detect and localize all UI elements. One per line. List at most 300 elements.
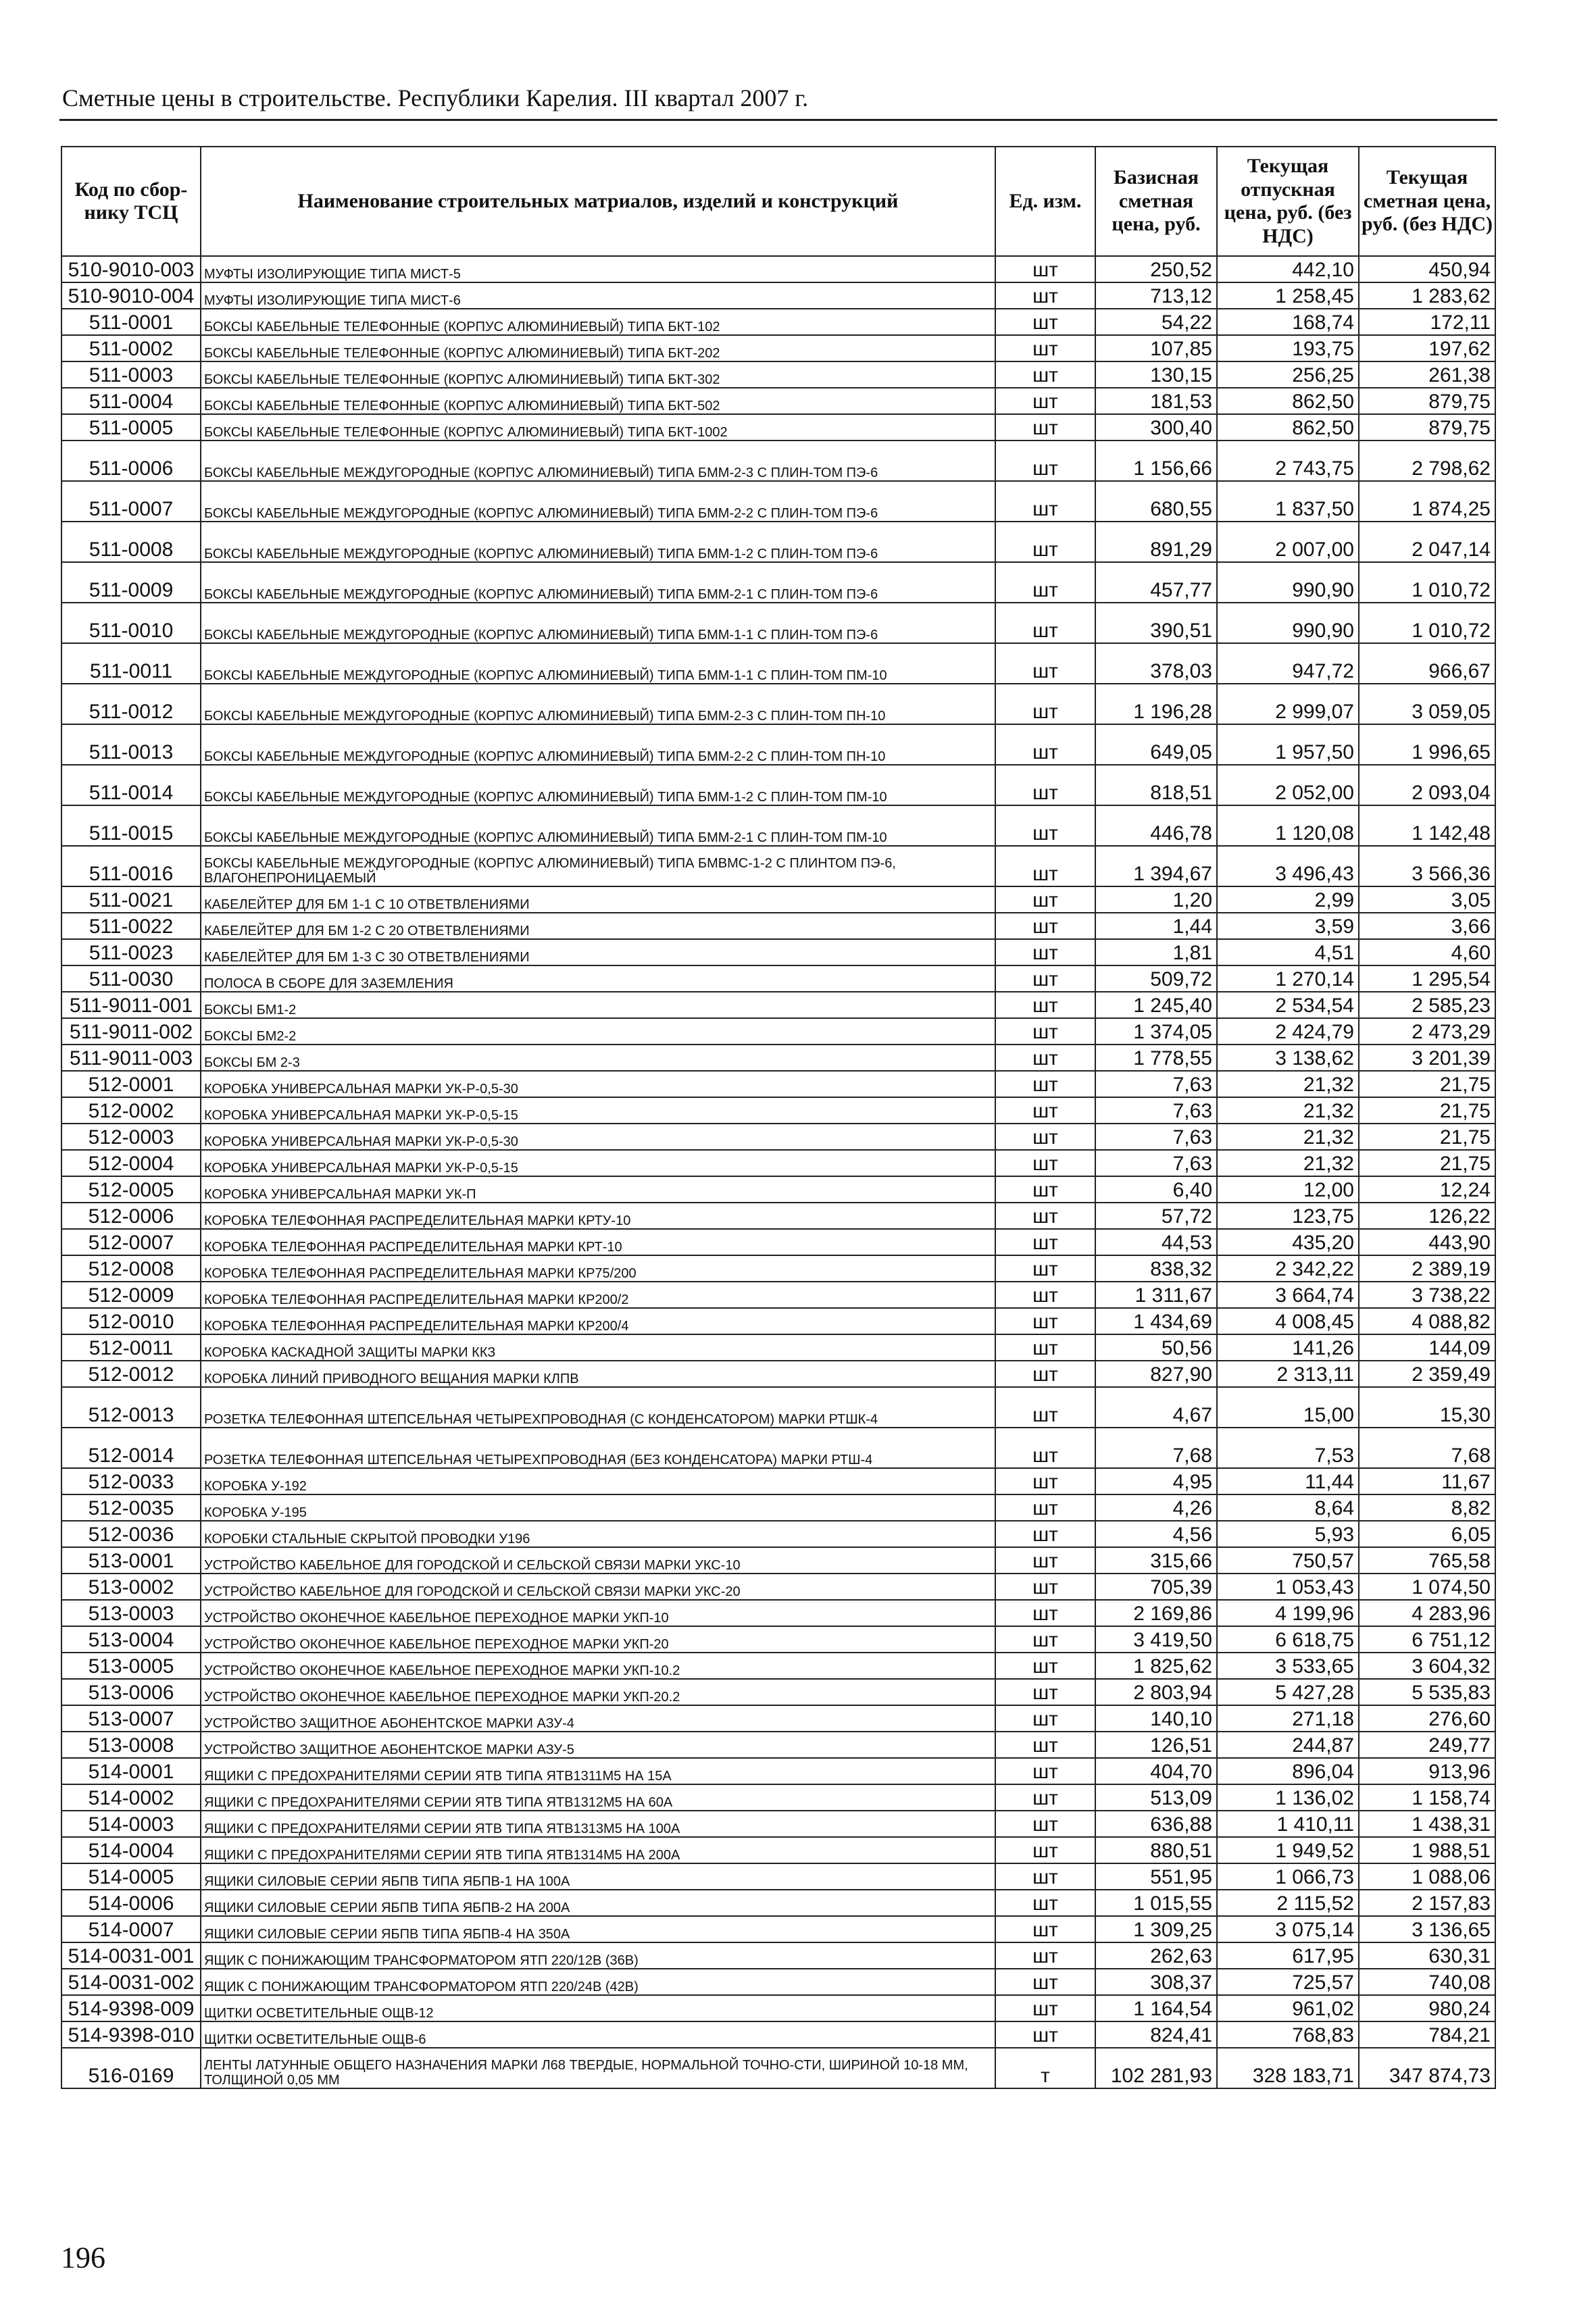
table-row [61, 562, 1495, 603]
item-name: КОРОБКА УНИВЕРСАЛЬНАЯ МАРКИ УК-П [201, 1176, 995, 1203]
item-code: 512-0001 [61, 1071, 201, 1097]
current-release-price: 4,51 [1217, 939, 1359, 965]
table-row [61, 1124, 1495, 1150]
item-name: УСТРОЙСТВО КАБЕЛЬНОЕ ДЛЯ ГОРОДСКОЙ И СЕЛЬСКОЙ СВЯЗИ МАРКИ УКС-20 [201, 1574, 995, 1600]
item-unit: шт [995, 1679, 1095, 1705]
table-row [61, 643, 1495, 684]
base-price: 4,95 [1095, 1468, 1217, 1494]
item-code: 514-9398-009 [61, 1995, 201, 2021]
item-code: 512-0012 [61, 1361, 201, 1387]
column-header-name: Наименование строительных матриалов, изделий и конструкций [201, 147, 995, 256]
current-release-price: 12,00 [1217, 1176, 1359, 1203]
current-release-price: 961,02 [1217, 1995, 1359, 2021]
base-price: 181,53 [1095, 388, 1217, 414]
current-estimate-price: 450,94 [1359, 256, 1495, 282]
current-release-price: 2 534,54 [1217, 992, 1359, 1018]
current-estimate-price: 249,77 [1359, 1732, 1495, 1758]
item-unit: шт [995, 1229, 1095, 1255]
item-code: 514-0001 [61, 1758, 201, 1784]
base-price: 126,51 [1095, 1732, 1217, 1758]
current-estimate-price: 347 874,73 [1359, 2048, 1495, 2088]
item-unit: шт [995, 562, 1095, 603]
base-price: 551,95 [1095, 1863, 1217, 1890]
table-row [61, 1679, 1495, 1705]
item-name: УСТРОЙСТВО ОКОНЕЧНОЕ КАБЕЛЬНОЕ ПЕРЕХОДНОЕ МАРКИ УКП-20 [201, 1626, 995, 1653]
table-row [61, 939, 1495, 965]
current-release-price: 947,72 [1217, 643, 1359, 684]
current-estimate-price: 144,09 [1359, 1334, 1495, 1361]
base-price: 1 196,28 [1095, 684, 1217, 724]
item-code: 513-0001 [61, 1547, 201, 1574]
table-row [61, 256, 1495, 282]
current-release-price: 990,90 [1217, 603, 1359, 643]
current-release-price: 1 270,14 [1217, 965, 1359, 992]
current-release-price: 768,83 [1217, 2021, 1359, 2048]
item-name: МУФТЫ ИЗОЛИРУЮЩИЕ ТИПА МИСТ-6 [201, 282, 995, 309]
base-price: 1,44 [1095, 913, 1217, 939]
table-row [61, 1705, 1495, 1732]
base-price: 818,51 [1095, 765, 1217, 805]
current-estimate-price: 3,66 [1359, 913, 1495, 939]
base-price: 713,12 [1095, 282, 1217, 309]
item-unit: шт [995, 1890, 1095, 1916]
base-price: 1 164,54 [1095, 1995, 1217, 2021]
table-row [61, 309, 1495, 335]
current-release-price: 3,59 [1217, 913, 1359, 939]
item-code: 513-0008 [61, 1732, 201, 1758]
item-name: ЯЩИКИ С ПРЕДОХРАНИТЕЛЯМИ СЕРИИ ЯТВ ТИПА ЯТВ1314М5 НА 200А [201, 1837, 995, 1863]
current-release-price: 21,32 [1217, 1124, 1359, 1150]
item-name: ЩИТКИ ОСВЕТИТЕЛЬНЫЕ ОЩВ-12 [201, 1995, 995, 2021]
table-row [61, 361, 1495, 388]
item-name: РОЗЕТКА ТЕЛЕФОННАЯ ШТЕПСЕЛЬНАЯ ЧЕТЫРЕХПРОВОДНАЯ (С КОНДЕНСАТОРОМ) МАРКИ РТШК-4 [201, 1387, 995, 1428]
item-name: УСТРОЙСТВО ЗАЩИТНОЕ АБОНЕНТСКОЕ МАРКИ АЗУ-5 [201, 1732, 995, 1758]
item-name: КОРОБКА ТЕЛЕФОННАЯ РАСПРЕДЕЛИТЕЛЬНАЯ МАРКИ КР200/2 [201, 1282, 995, 1308]
item-unit: шт [995, 913, 1095, 939]
base-price: 44,53 [1095, 1229, 1217, 1255]
item-name: БОКСЫ БМ2-2 [201, 1018, 995, 1045]
current-release-price: 1 053,43 [1217, 1574, 1359, 1600]
item-unit: шт [995, 1045, 1095, 1071]
base-price: 7,63 [1095, 1124, 1217, 1150]
item-code: 512-0036 [61, 1521, 201, 1547]
item-code: 514-0006 [61, 1890, 201, 1916]
table-row [61, 522, 1495, 562]
current-estimate-price: 276,60 [1359, 1705, 1495, 1732]
current-release-price: 11,44 [1217, 1468, 1359, 1494]
item-name: КОРОБКА УНИВЕРСАЛЬНАЯ МАРКИ УК-Р-0,5-30 [201, 1071, 995, 1097]
base-price: 7,63 [1095, 1071, 1217, 1097]
current-estimate-price: 1 010,72 [1359, 562, 1495, 603]
item-unit: шт [995, 886, 1095, 913]
base-price: 1,20 [1095, 886, 1217, 913]
base-price: 4,26 [1095, 1494, 1217, 1521]
current-release-price: 3 664,74 [1217, 1282, 1359, 1308]
item-name: КОРОБКА ЛИНИЙ ПРИВОДНОГО ВЕЩАНИЯ МАРКИ КЛПВ [201, 1361, 995, 1387]
item-name: БОКСЫ КАБЕЛЬНЫЕ МЕЖДУГОРОДНЫЕ (КОРПУС АЛЮМИНИЕВЫЙ) ТИПА БММ-1-1 С ПЛИН-ТОМ ПМ-10 [201, 643, 995, 684]
item-code: 514-9398-010 [61, 2021, 201, 2048]
current-release-price: 15,00 [1217, 1387, 1359, 1428]
table-row [61, 1255, 1495, 1282]
current-release-price: 2 999,07 [1217, 684, 1359, 724]
item-name: ЯЩИКИ СИЛОВЫЕ СЕРИИ ЯБПВ ТИПА ЯБПВ-1 НА 100А [201, 1863, 995, 1890]
current-release-price: 271,18 [1217, 1705, 1359, 1732]
current-estimate-price: 630,31 [1359, 1942, 1495, 1969]
current-release-price: 2 424,79 [1217, 1018, 1359, 1045]
current-release-price: 750,57 [1217, 1547, 1359, 1574]
item-code: 513-0002 [61, 1574, 201, 1600]
item-name: ЯЩИК С ПОНИЖАЮЩИМ ТРАНСФОРМАТОРОМ ЯТП 220/24В (42В) [201, 1969, 995, 1995]
current-estimate-price: 1 088,06 [1359, 1863, 1495, 1890]
item-unit: шт [995, 522, 1095, 562]
base-price: 509,72 [1095, 965, 1217, 992]
item-code: 514-0031-002 [61, 1969, 201, 1995]
item-name: КОРОБКА ТЕЛЕФОННАЯ РАСПРЕДЕЛИТЕЛЬНАЯ МАРКИ КРТ-10 [201, 1229, 995, 1255]
item-name: БОКСЫ КАБЕЛЬНЫЕ МЕЖДУГОРОДНЫЕ (КОРПУС АЛЮМИНИЕВЫЙ) ТИПА БММ-1-1 С ПЛИН-ТОМ ПЭ-6 [201, 603, 995, 643]
table-row [61, 1494, 1495, 1521]
item-unit: шт [995, 724, 1095, 765]
base-price: 1,81 [1095, 939, 1217, 965]
item-unit: шт [995, 603, 1095, 643]
item-code: 512-0010 [61, 1308, 201, 1334]
item-name: МУФТЫ ИЗОЛИРУЮЩИЕ ТИПА МИСТ-5 [201, 256, 995, 282]
current-estimate-price: 11,67 [1359, 1468, 1495, 1494]
base-price: 404,70 [1095, 1758, 1217, 1784]
current-estimate-price: 879,75 [1359, 388, 1495, 414]
item-code: 511-0021 [61, 886, 201, 913]
current-release-price: 862,50 [1217, 388, 1359, 414]
item-code: 512-0009 [61, 1282, 201, 1308]
base-price: 824,41 [1095, 2021, 1217, 2048]
item-name: ЩИТКИ ОСВЕТИТЕЛЬНЫЕ ОЩВ-6 [201, 2021, 995, 2048]
current-release-price: 2 007,00 [1217, 522, 1359, 562]
current-estimate-price: 784,21 [1359, 2021, 1495, 2048]
item-name: БОКСЫ КАБЕЛЬНЫЕ ТЕЛЕФОННЫЕ (КОРПУС АЛЮМИНИЕВЫЙ) ТИПА БКТ-502 [201, 388, 995, 414]
base-price: 1 156,66 [1095, 441, 1217, 481]
current-estimate-price: 2 473,29 [1359, 1018, 1495, 1045]
item-unit: шт [995, 1600, 1095, 1626]
item-name: БОКСЫ КАБЕЛЬНЫЕ ТЕЛЕФОННЫЕ (КОРПУС АЛЮМИНИЕВЫЙ) ТИПА БКТ-202 [201, 335, 995, 361]
item-unit: шт [995, 1468, 1095, 1494]
base-price: 4,56 [1095, 1521, 1217, 1547]
base-price: 7,68 [1095, 1428, 1217, 1468]
current-release-price: 8,64 [1217, 1494, 1359, 1521]
table-row [61, 1574, 1495, 1600]
current-release-price: 1 837,50 [1217, 481, 1359, 522]
table-row [61, 2048, 1495, 2088]
item-name: КАБЕЛЕЙТЕР ДЛЯ БМ 1-2 С 20 ОТВЕТВЛЕНИЯМИ [201, 913, 995, 939]
current-release-price: 990,90 [1217, 562, 1359, 603]
current-estimate-price: 261,38 [1359, 361, 1495, 388]
item-name: БОКСЫ КАБЕЛЬНЫЕ МЕЖДУГОРОДНЫЕ (КОРПУС АЛЮМИНИЕВЫЙ) ТИПА БММ-2-2 С ПЛИН-ТОМ ПЭ-6 [201, 481, 995, 522]
item-unit: шт [995, 282, 1095, 309]
base-price: 2 169,86 [1095, 1600, 1217, 1626]
item-code: 511-0016 [61, 846, 201, 886]
page-header-title: Сметные цены в строительстве. Республики Карелия. III квартал 2007 г. [62, 84, 809, 111]
item-code: 512-0008 [61, 1255, 201, 1282]
item-name: РОЗЕТКА ТЕЛЕФОННАЯ ШТЕПСЕЛЬНАЯ ЧЕТЫРЕХПРОВОДНАЯ (БЕЗ КОНДЕНСАТОРА) МАРКИ РТШ-4 [201, 1428, 995, 1468]
table-row [61, 1811, 1495, 1837]
item-name: ЯЩИКИ СИЛОВЫЕ СЕРИИ ЯБПВ ТИПА ЯБПВ-2 НА 200А [201, 1890, 995, 1916]
table-row [61, 1071, 1495, 1097]
item-name: ЯЩИКИ С ПРЕДОХРАНИТЕЛЯМИ СЕРИИ ЯТВ ТИПА ЯТВ1311М5 НА 15А [201, 1758, 995, 1784]
current-estimate-price: 21,75 [1359, 1071, 1495, 1097]
item-unit: шт [995, 1547, 1095, 1574]
table-row [61, 1229, 1495, 1255]
item-unit: шт [995, 1361, 1095, 1387]
table-row [61, 684, 1495, 724]
table-row [61, 1758, 1495, 1784]
item-code: 512-0002 [61, 1097, 201, 1124]
table-row [61, 1600, 1495, 1626]
current-release-price: 1 957,50 [1217, 724, 1359, 765]
item-name: КОРОБКА УНИВЕРСАЛЬНАЯ МАРКИ УК-Р-0,5-15 [201, 1150, 995, 1176]
current-estimate-price: 3,05 [1359, 886, 1495, 913]
table-row [61, 1863, 1495, 1890]
base-price: 130,15 [1095, 361, 1217, 388]
item-name: ЯЩИКИ СИЛОВЫЕ СЕРИИ ЯБПВ ТИПА ЯБПВ-4 НА 350А [201, 1916, 995, 1942]
item-code: 514-0007 [61, 1916, 201, 1942]
table-row [61, 1308, 1495, 1334]
page-number: 196 [61, 2241, 105, 2274]
item-code: 511-0009 [61, 562, 201, 603]
base-price: 2 803,94 [1095, 1679, 1217, 1705]
column-header-base-price: Базисная сметная цена, руб. [1095, 147, 1217, 256]
item-unit: шт [995, 1521, 1095, 1547]
item-code: 514-0031-001 [61, 1942, 201, 1969]
table-header [61, 147, 1495, 256]
item-unit: шт [995, 481, 1095, 522]
table-row [61, 965, 1495, 992]
item-unit: шт [995, 1018, 1095, 1045]
item-unit: шт [995, 388, 1095, 414]
item-unit: шт [995, 1124, 1095, 1150]
item-code: 511-0002 [61, 335, 201, 361]
current-estimate-price: 740,08 [1359, 1969, 1495, 1995]
item-code: 511-0023 [61, 939, 201, 965]
current-release-price: 3 075,14 [1217, 1916, 1359, 1942]
table-row [61, 1176, 1495, 1203]
current-release-price: 2 342,22 [1217, 1255, 1359, 1282]
current-release-price: 1 136,02 [1217, 1784, 1359, 1811]
item-unit: шт [995, 414, 1095, 441]
table-row [61, 846, 1495, 886]
table-row [61, 1282, 1495, 1308]
current-release-price: 5 427,28 [1217, 1679, 1359, 1705]
item-code: 514-0003 [61, 1811, 201, 1837]
item-name: ЯЩИКИ С ПРЕДОХРАНИТЕЛЯМИ СЕРИИ ЯТВ ТИПА ЯТВ1312М5 НА 60А [201, 1784, 995, 1811]
base-price: 636,88 [1095, 1811, 1217, 1837]
base-price: 513,09 [1095, 1784, 1217, 1811]
table-row [61, 1387, 1495, 1428]
base-price: 838,32 [1095, 1255, 1217, 1282]
item-code: 512-0007 [61, 1229, 201, 1255]
base-price: 880,51 [1095, 1837, 1217, 1863]
item-name: КОРОБКИ СТАЛЬНЫЕ СКРЫТОЙ ПРОВОДКИ У196 [201, 1521, 995, 1547]
current-release-price: 617,95 [1217, 1942, 1359, 1969]
item-name: УСТРОЙСТВО ОКОНЕЧНОЕ КАБЕЛЬНОЕ ПЕРЕХОДНОЕ МАРКИ УКП-10.2 [201, 1653, 995, 1679]
item-name: БОКСЫ КАБЕЛЬНЫЕ МЕЖДУГОРОДНЫЕ (КОРПУС АЛЮМИНИЕВЫЙ) ТИПА БММ-2-1 С ПЛИН-ТОМ ПМ-10 [201, 805, 995, 846]
item-unit: шт [995, 965, 1095, 992]
current-release-price: 256,25 [1217, 361, 1359, 388]
item-code: 512-0003 [61, 1124, 201, 1150]
item-unit: шт [995, 335, 1095, 361]
current-estimate-price: 1 996,65 [1359, 724, 1495, 765]
current-release-price: 244,87 [1217, 1732, 1359, 1758]
current-estimate-price: 966,67 [1359, 643, 1495, 684]
price-table [61, 146, 1496, 2089]
item-unit: шт [995, 1995, 1095, 2021]
table-row [61, 388, 1495, 414]
item-code: 511-0015 [61, 805, 201, 846]
item-name: БОКСЫ КАБЕЛЬНЫЕ ТЕЛЕФОННЫЕ (КОРПУС АЛЮМИНИЕВЫЙ) ТИПА БКТ-102 [201, 309, 995, 335]
current-estimate-price: 3 604,32 [1359, 1653, 1495, 1679]
table-body [61, 256, 1495, 2088]
item-code: 514-0005 [61, 1863, 201, 1890]
item-code: 512-0006 [61, 1203, 201, 1229]
table-row [61, 1626, 1495, 1653]
column-header-code: Код по сбор-нику ТСЦ [61, 147, 201, 256]
item-unit: шт [995, 1428, 1095, 1468]
column-header-current-estimate-price: Текущая сметная цена, руб. (без НДС) [1359, 147, 1495, 256]
item-unit: шт [995, 765, 1095, 805]
current-release-price: 4 199,96 [1217, 1600, 1359, 1626]
current-release-price: 21,32 [1217, 1071, 1359, 1097]
item-code: 512-0005 [61, 1176, 201, 1203]
item-code: 511-0003 [61, 361, 201, 388]
base-price: 1 778,55 [1095, 1045, 1217, 1071]
current-release-price: 442,10 [1217, 256, 1359, 282]
item-unit: шт [995, 1811, 1095, 1837]
item-name: ЯЩИКИ С ПРЕДОХРАНИТЕЛЯМИ СЕРИИ ЯТВ ТИПА ЯТВ1313М5 НА 100А [201, 1811, 995, 1837]
table-row [61, 414, 1495, 441]
item-name: КОРОБКА ТЕЛЕФОННАЯ РАСПРЕДЕЛИТЕЛЬНАЯ МАРКИ КР200/4 [201, 1308, 995, 1334]
item-name: УСТРОЙСТВО ОКОНЕЧНОЕ КАБЕЛЬНОЕ ПЕРЕХОДНОЕ МАРКИ УКП-10 [201, 1600, 995, 1626]
item-unit: шт [995, 1255, 1095, 1282]
table-row [61, 1547, 1495, 1574]
item-code: 511-9011-002 [61, 1018, 201, 1045]
item-code: 511-0011 [61, 643, 201, 684]
base-price: 891,29 [1095, 522, 1217, 562]
base-price: 827,90 [1095, 1361, 1217, 1387]
item-unit: шт [995, 1626, 1095, 1653]
item-code: 512-0033 [61, 1468, 201, 1494]
current-release-price: 328 183,71 [1217, 2048, 1359, 2088]
item-code: 512-0004 [61, 1150, 201, 1176]
item-code: 513-0003 [61, 1600, 201, 1626]
item-name: БОКСЫ БМ 2-3 [201, 1045, 995, 1071]
current-estimate-price: 2 093,04 [1359, 765, 1495, 805]
item-code: 514-0002 [61, 1784, 201, 1811]
base-price: 1 394,67 [1095, 846, 1217, 886]
item-code: 511-9011-003 [61, 1045, 201, 1071]
item-unit: шт [995, 1334, 1095, 1361]
item-name: БОКСЫ КАБЕЛЬНЫЕ МЕЖДУГОРОДНЫЕ (КОРПУС АЛЮМИНИЕВЫЙ) ТИПА БММ-2-3 С ПЛИН-ТОМ ПН-10 [201, 684, 995, 724]
table-row [61, 1995, 1495, 2021]
current-release-price: 862,50 [1217, 414, 1359, 441]
current-estimate-price: 2 359,49 [1359, 1361, 1495, 1387]
item-name: КОРОБКА КАСКАДНОЙ ЗАЩИТЫ МАРКИ ККЗ [201, 1334, 995, 1361]
item-code: 511-0008 [61, 522, 201, 562]
table-row [61, 1837, 1495, 1863]
item-code: 516-0169 [61, 2048, 201, 2088]
item-name: ПОЛОСА В СБОРЕ ДЛЯ ЗАЗЕМЛЕНИЯ [201, 965, 995, 992]
current-release-price: 2 743,75 [1217, 441, 1359, 481]
current-estimate-price: 1 438,31 [1359, 1811, 1495, 1837]
current-release-price: 1 066,73 [1217, 1863, 1359, 1890]
current-estimate-price: 12,24 [1359, 1176, 1495, 1203]
current-estimate-price: 2 047,14 [1359, 522, 1495, 562]
item-code: 511-0012 [61, 684, 201, 724]
table-row [61, 441, 1495, 481]
current-release-price: 123,75 [1217, 1203, 1359, 1229]
item-unit: шт [995, 1494, 1095, 1521]
current-release-price: 2 052,00 [1217, 765, 1359, 805]
item-code: 513-0006 [61, 1679, 201, 1705]
base-price: 3 419,50 [1095, 1626, 1217, 1653]
base-price: 262,63 [1095, 1942, 1217, 1969]
table-row [61, 765, 1495, 805]
current-estimate-price: 15,30 [1359, 1387, 1495, 1428]
current-release-price: 725,57 [1217, 1969, 1359, 1995]
item-name: БОКСЫ КАБЕЛЬНЫЕ ТЕЛЕФОННЫЕ (КОРПУС АЛЮМИНИЕВЫЙ) ТИПА БКТ-1002 [201, 414, 995, 441]
table-row [61, 1468, 1495, 1494]
base-price: 250,52 [1095, 256, 1217, 282]
base-price: 705,39 [1095, 1574, 1217, 1600]
current-estimate-price: 443,90 [1359, 1229, 1495, 1255]
base-price: 390,51 [1095, 603, 1217, 643]
item-name: КОРОБКА УНИВЕРСАЛЬНАЯ МАРКИ УК-Р-0,5-15 [201, 1097, 995, 1124]
item-unit: шт [995, 1097, 1095, 1124]
table-row [61, 1942, 1495, 1969]
current-release-price: 6 618,75 [1217, 1626, 1359, 1653]
table-row [61, 913, 1495, 939]
current-estimate-price: 21,75 [1359, 1097, 1495, 1124]
item-name: БОКСЫ КАБЕЛЬНЫЕ ТЕЛЕФОННЫЕ (КОРПУС АЛЮМИНИЕВЫЙ) ТИПА БКТ-302 [201, 361, 995, 388]
current-estimate-price: 2 157,83 [1359, 1890, 1495, 1916]
current-estimate-price: 1 010,72 [1359, 603, 1495, 643]
item-code: 511-0005 [61, 414, 201, 441]
table-row [61, 481, 1495, 522]
current-estimate-price: 2 585,23 [1359, 992, 1495, 1018]
current-estimate-price: 1 142,48 [1359, 805, 1495, 846]
table-row [61, 724, 1495, 765]
item-name: БОКСЫ БМ1-2 [201, 992, 995, 1018]
item-unit: шт [995, 1784, 1095, 1811]
current-estimate-price: 1 295,54 [1359, 965, 1495, 992]
table-row [61, 1784, 1495, 1811]
current-release-price: 168,74 [1217, 309, 1359, 335]
item-name: КОРОБКА ТЕЛЕФОННАЯ РАСПРЕДЕЛИТЕЛЬНАЯ МАРКИ КР75/200 [201, 1255, 995, 1282]
base-price: 446,78 [1095, 805, 1217, 846]
item-name: УСТРОЙСТВО ЗАЩИТНОЕ АБОНЕНТСКОЕ МАРКИ АЗУ-4 [201, 1705, 995, 1732]
base-price: 54,22 [1095, 309, 1217, 335]
table-row [61, 603, 1495, 643]
table-row [61, 1969, 1495, 1995]
base-price: 1 309,25 [1095, 1916, 1217, 1942]
header-divider [59, 119, 1497, 121]
item-code: 511-9011-001 [61, 992, 201, 1018]
item-code: 511-0001 [61, 309, 201, 335]
base-price: 102 281,93 [1095, 2048, 1217, 2088]
current-estimate-price: 6,05 [1359, 1521, 1495, 1547]
current-release-price: 1 120,08 [1217, 805, 1359, 846]
current-estimate-price: 1 074,50 [1359, 1574, 1495, 1600]
current-estimate-price: 4 088,82 [1359, 1308, 1495, 1334]
current-release-price: 1 258,45 [1217, 282, 1359, 309]
table-row [61, 1361, 1495, 1387]
table-row [61, 805, 1495, 846]
